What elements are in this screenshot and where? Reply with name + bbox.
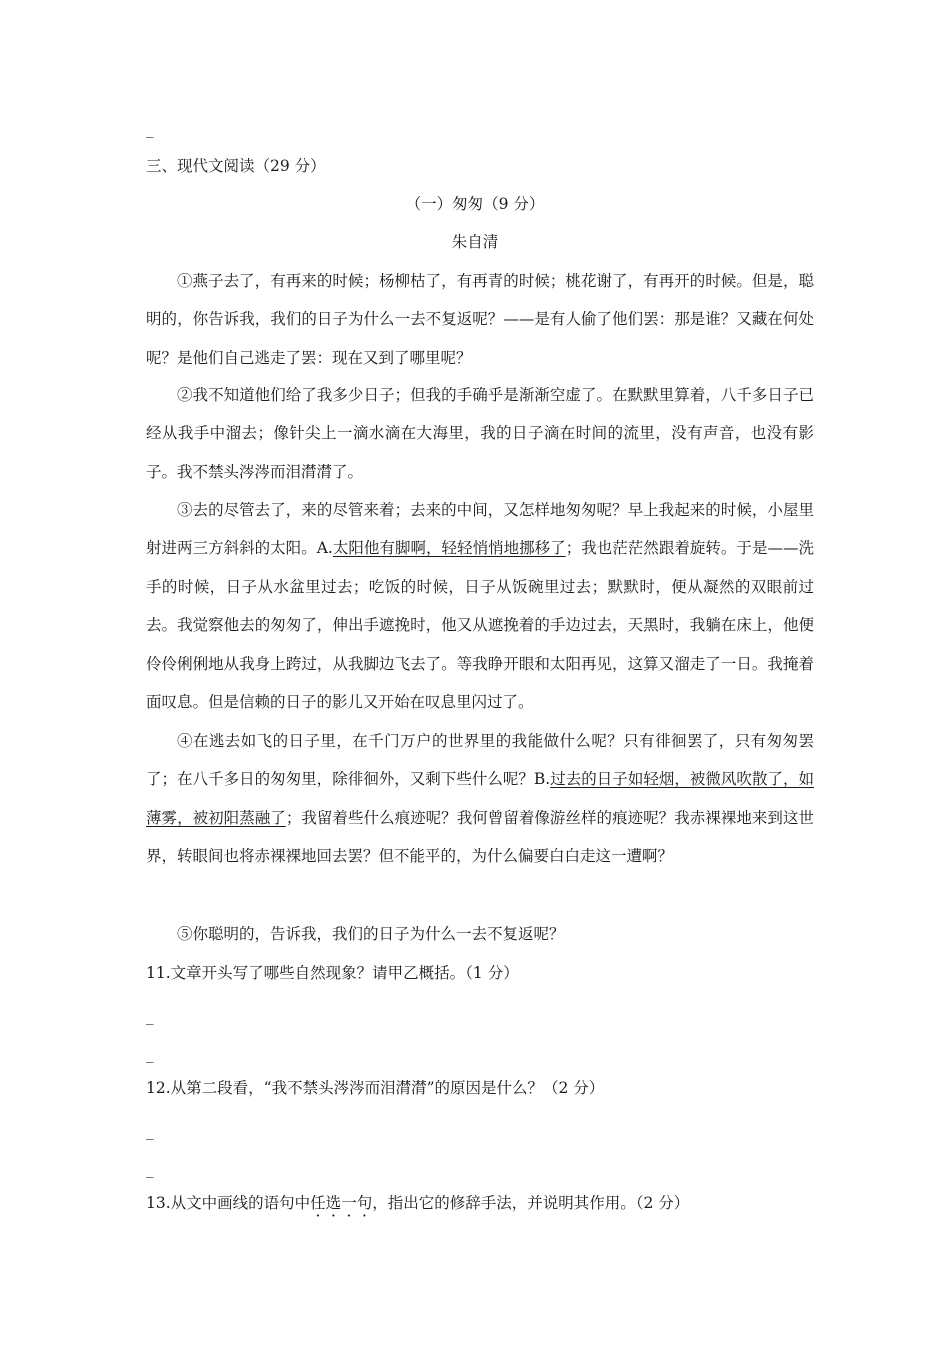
question-11: 11.文章开头写了哪些自然现象？请甲乙概括。（1 分） <box>146 964 519 982</box>
paragraph-5: ⑤你聪明的，告诉我，我们的日子为什么一去不复返呢？ <box>177 925 565 943</box>
paragraph-3-text: ③去的尽管去了，来的尽管来着；去来的中间，又怎样地匆匆呢？早上我起来的时候，小屋里射进两三方斜斜的太阳。A. <box>146 501 814 558</box>
emphasis-char: 句 <box>356 1194 373 1212</box>
emphasis-char: 一 <box>341 1194 357 1212</box>
question-13-text-rest: ，指出它的修辞手法，并说明其作用。（2 分） <box>372 1194 690 1212</box>
question-13 <box>146 1193 689 1213</box>
paragraph-3-text-rest: ；我也茫茫然跟着旋转。于是——洗手的时候，日子从水盆里过去；吃饭的时候，日子从饭碗里过去；默默时，便从凝然的双眼前过去。我觉察他去的匆匆了，伸出手遮挽时，他又从遮挽着的手边过去，天黑时，我躺在床上，他便伶伶俐俐地从我身上跨过，从我脚边飞去了。等我睁开眼和太阳再见，这算又溜走了一日。我掩着面叹息。但是信赖的日子的影儿又开始在叹息里闪过了。 <box>146 539 814 712</box>
paragraph-3 <box>146 491 814 721</box>
emphasis-char: 任 <box>310 1194 326 1212</box>
emphasis-dotted-text <box>310 1194 372 1212</box>
section-heading: 三、现代文阅读（29 分） <box>146 157 326 175</box>
paragraph-4 <box>146 722 814 876</box>
answer-blank: _ <box>146 1160 154 1178</box>
question-13-text: 13.从文中画线的语句中 <box>146 1194 311 1212</box>
paragraph-4-text: ④在逃去如飞的日子里，在千门万户的世界里的我能做什么呢？只有徘徊罢了，只有匆匆罢了；在八千多日的匆匆里，除徘徊外，又剩下些什么呢？B. <box>146 732 814 789</box>
paragraph-4-text-rest: ；我留着些什么痕迹呢？我何曾留着像游丝样的痕迹呢？我赤裸裸地来到这世界，转眼间也将赤裸裸地回去罢？但不能平的，为什么偏要白白走这一遭啊？ <box>146 808 814 866</box>
paragraph-1: ①燕子去了，有再来的时候；杨柳枯了，有再青的时候；桃花谢了，有再开的时候。但是，聪明的，你告诉我，我们的日子为什么一去不复返呢？——是有人偷了他们罢：那是谁？又藏在何处呢？是他们自己逃走了罢：现在又到了哪里呢？ <box>146 272 814 367</box>
blank-mark: _ <box>146 120 154 138</box>
underlined-sentence-a: 太阳他有脚啊，轻轻悄悄地挪移了 <box>332 539 566 558</box>
answer-blank: _ <box>146 1007 154 1025</box>
question-12: 12.从第二段看，“我不禁头涔涔而泪潸潸”的原因是什么？（2 分） <box>146 1079 605 1097</box>
answer-blank: _ <box>146 1045 154 1063</box>
underlined-sentence-b: 过去的日子如轻烟，被微风吹散了，如薄雾，被初阳蒸融了 <box>146 770 814 827</box>
paragraph-2: ②我不知道他们给了我多少日子；但我的手确乎是渐渐空虚了。在默默里算着，八千多日子已经从我手中溜去；像针尖上一滴水滴在大海里，我的日子滴在时间的流里，没有声音，也没有影子。我不禁头涔涔而泪潸潸了。 <box>146 386 814 481</box>
article-author: 朱自清 <box>451 233 499 251</box>
answer-blank: _ <box>146 1122 154 1140</box>
article-title: （一）匆匆（9 分） <box>405 195 545 213</box>
emphasis-char: 选 <box>325 1194 342 1212</box>
